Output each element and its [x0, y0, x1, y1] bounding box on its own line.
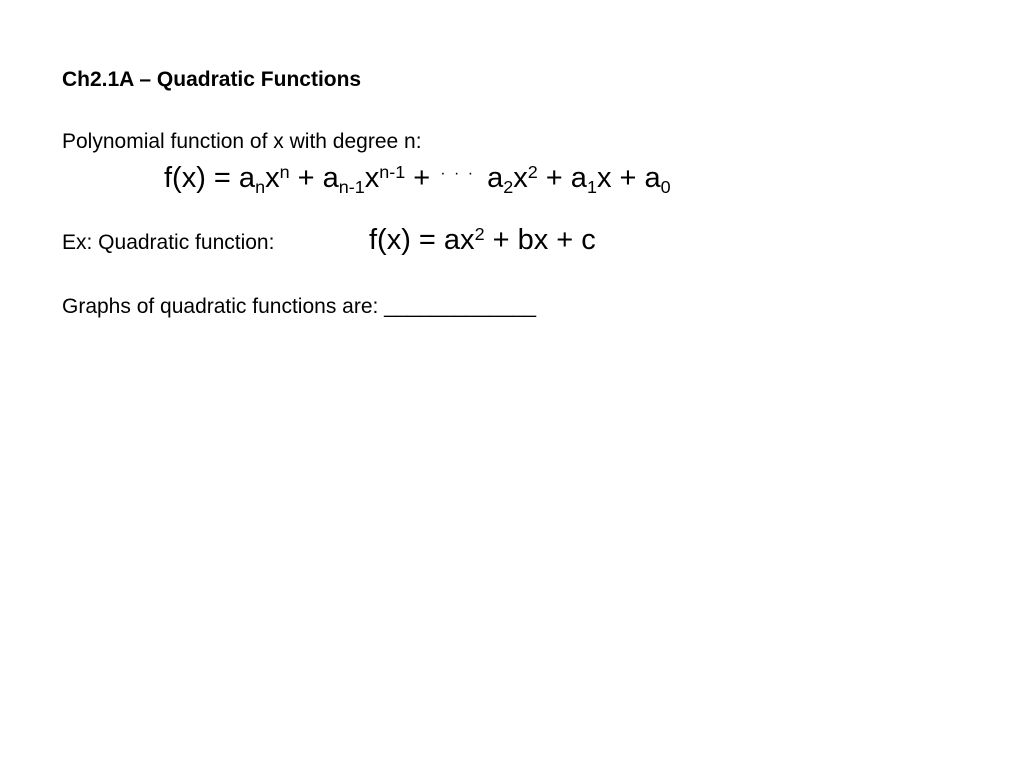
linear-and-constant-term: x + a	[596, 162, 661, 194]
plus-sign: +	[405, 162, 439, 194]
quadratic-rest: + bx + c	[484, 224, 596, 256]
subscript-0: 0	[660, 176, 671, 197]
quadratic-formula	[369, 224, 596, 257]
plus-term: + a	[537, 162, 587, 194]
subscript-n: n	[255, 176, 266, 197]
example-label: Ex: Quadratic function:	[62, 231, 275, 254]
exponent-n-1: n-1	[379, 161, 406, 182]
exponent-2: 2	[527, 161, 538, 182]
general-polynomial-formula	[164, 162, 671, 195]
variable-x: x	[265, 162, 280, 194]
subscript-1: 1	[586, 176, 597, 197]
formula-lhs: f(x) = a	[164, 162, 256, 194]
coefficient-a: a	[479, 162, 504, 194]
quadratic-exponent: 2	[474, 223, 485, 244]
subscript-2: 2	[503, 176, 514, 197]
variable-x: x	[364, 162, 380, 194]
polynomial-label: Polynomial function of x with degree n:	[62, 130, 422, 153]
ellipsis: · · ·	[440, 165, 476, 183]
plus-term: + a	[289, 162, 339, 194]
quadratic-lhs: f(x) = ax	[369, 224, 475, 256]
slide-title: Ch2.1A – Quadratic Functions	[62, 68, 362, 91]
subscript-n-1: n-1	[338, 176, 365, 197]
graphs-question: Graphs of quadratic functions are: _____________	[62, 295, 537, 318]
variable-x: x	[513, 162, 528, 194]
exponent-n: n	[279, 161, 290, 182]
